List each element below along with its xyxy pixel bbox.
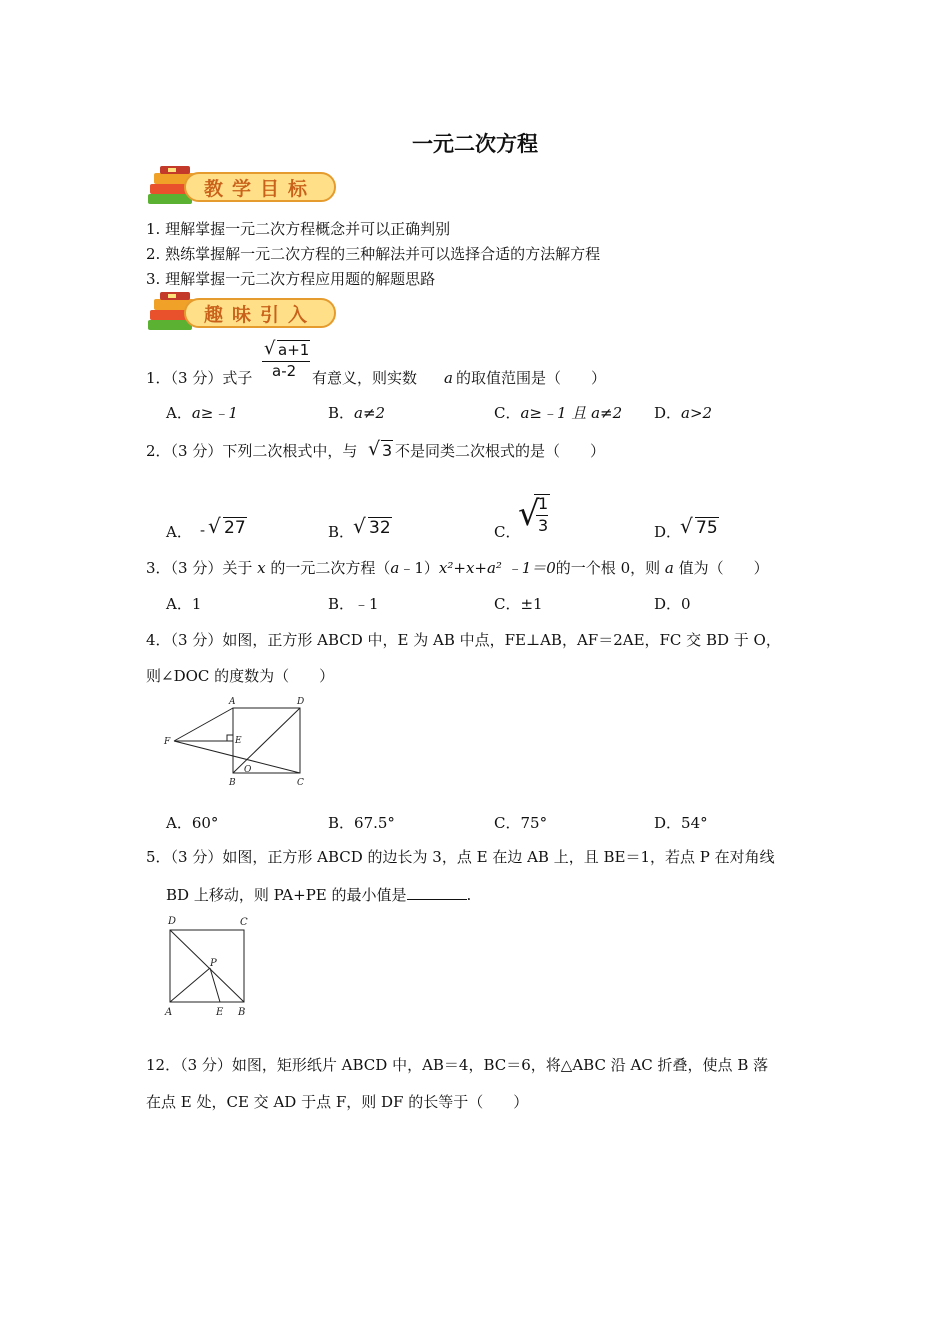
q1-option-c[interactable]: C．a≥﹣1 且 a≠2	[494, 404, 623, 422]
q1-option-a[interactable]: A．a≥﹣1	[166, 404, 238, 422]
q2-option-d[interactable]: D． √ 75	[654, 514, 718, 541]
page-title: 一元二次方程	[412, 132, 538, 156]
q4-figure	[160, 694, 320, 794]
q5-label-a: A	[165, 1007, 173, 1018]
question-1: 1．（3 分）式子 √ a+1 a-2 有意义，则实数 a 的取值范围是（ ）	[146, 338, 607, 387]
q5-answer-blank[interactable]	[407, 887, 467, 900]
q3-option-d[interactable]: D．0	[654, 595, 691, 613]
q4-option-d[interactable]: D．54°	[654, 814, 708, 832]
goals-banner	[144, 164, 340, 210]
goal-1: 1. 理解掌握一元二次方程概念并可以正确判别	[146, 220, 451, 238]
goal-2: 2. 熟练掌握解一元二次方程的三种解法并可以选择合适的方法解方程	[146, 245, 601, 263]
q4-label-f: F	[164, 737, 171, 747]
q1-option-d[interactable]: D．a>2	[654, 404, 713, 422]
q5-label-b: B	[238, 1007, 246, 1018]
q4-option-c[interactable]: C．75°	[494, 814, 548, 832]
q2-option-c[interactable]: C． √ 1 3	[494, 494, 549, 541]
q3-option-b[interactable]: B．﹣1	[328, 595, 379, 613]
question-3: 3．（3 分）关于 x 的一元二次方程（a﹣1）x²+x+a² ﹣1＝0的一个根 0，则 a 值为（ ）	[146, 559, 769, 577]
q4-option-b[interactable]: B．67.5°	[328, 814, 395, 832]
question-4-line-1: 4．（3 分）如图，正方形 ABCD 中，E 为 AB 中点，FE⊥AB，AF＝2AE，FC 交 BD 于 O，	[146, 631, 781, 649]
q5-figure	[160, 910, 260, 1020]
goals-banner-label: 教学目标	[204, 178, 317, 200]
q5-label-c: C	[240, 917, 248, 928]
q5-label-d: D	[168, 916, 177, 927]
question-4-line-2: 则∠DOC 的度数为（ ）	[146, 667, 335, 685]
q1-option-b[interactable]: B．a≠2	[328, 404, 386, 422]
q5-label-e: E	[216, 1007, 224, 1018]
question-5-line-1: 5．（3 分）如图，正方形 ABCD 的边长为 3，点 E 在边 AB 上，且 BE＝1，若点 P 在对角线	[146, 848, 775, 866]
goal-3: 3. 理解掌握一元二次方程应用题的解题思路	[146, 270, 436, 288]
q3-option-a[interactable]: A．1	[166, 595, 202, 613]
q4-option-a[interactable]: A．60°	[166, 814, 219, 832]
q4-label-o: O	[244, 765, 252, 775]
intro-banner	[144, 290, 340, 336]
q4-label-a: A	[229, 697, 236, 707]
q4-label-c: C	[297, 778, 304, 788]
q3-option-c[interactable]: C．±1	[494, 595, 543, 613]
question-12-line-2: 在点 E 处，CE 交 AD 于点 F，则 DF 的长等于（ ）	[146, 1093, 529, 1111]
q4-label-b: B	[229, 778, 236, 788]
q2-option-b[interactable]: B． √ 32	[328, 514, 391, 541]
q4-label-d: D	[297, 697, 305, 707]
q1-fraction: √ a+1 a-2	[264, 338, 310, 380]
q5-label-p: P	[210, 958, 217, 969]
question-12-line-1: 12．（3 分）如图，矩形纸片 ABCD 中，AB＝4，BC＝6，将△ABC 沿 AC 折叠，使点 B 落	[146, 1056, 769, 1074]
intro-banner-label: 趣味引入	[204, 304, 317, 326]
question-5-line-2: BD 上移动，则 PA+PE 的最小值是 .	[166, 886, 472, 904]
q4-label-e: E	[235, 736, 242, 746]
question-2: 2．（3 分）下列二次根式中，与 √ 3 不是同类二次根式的是（ ）	[146, 438, 606, 460]
q2-option-a[interactable]: A． - √ 27	[166, 514, 246, 541]
